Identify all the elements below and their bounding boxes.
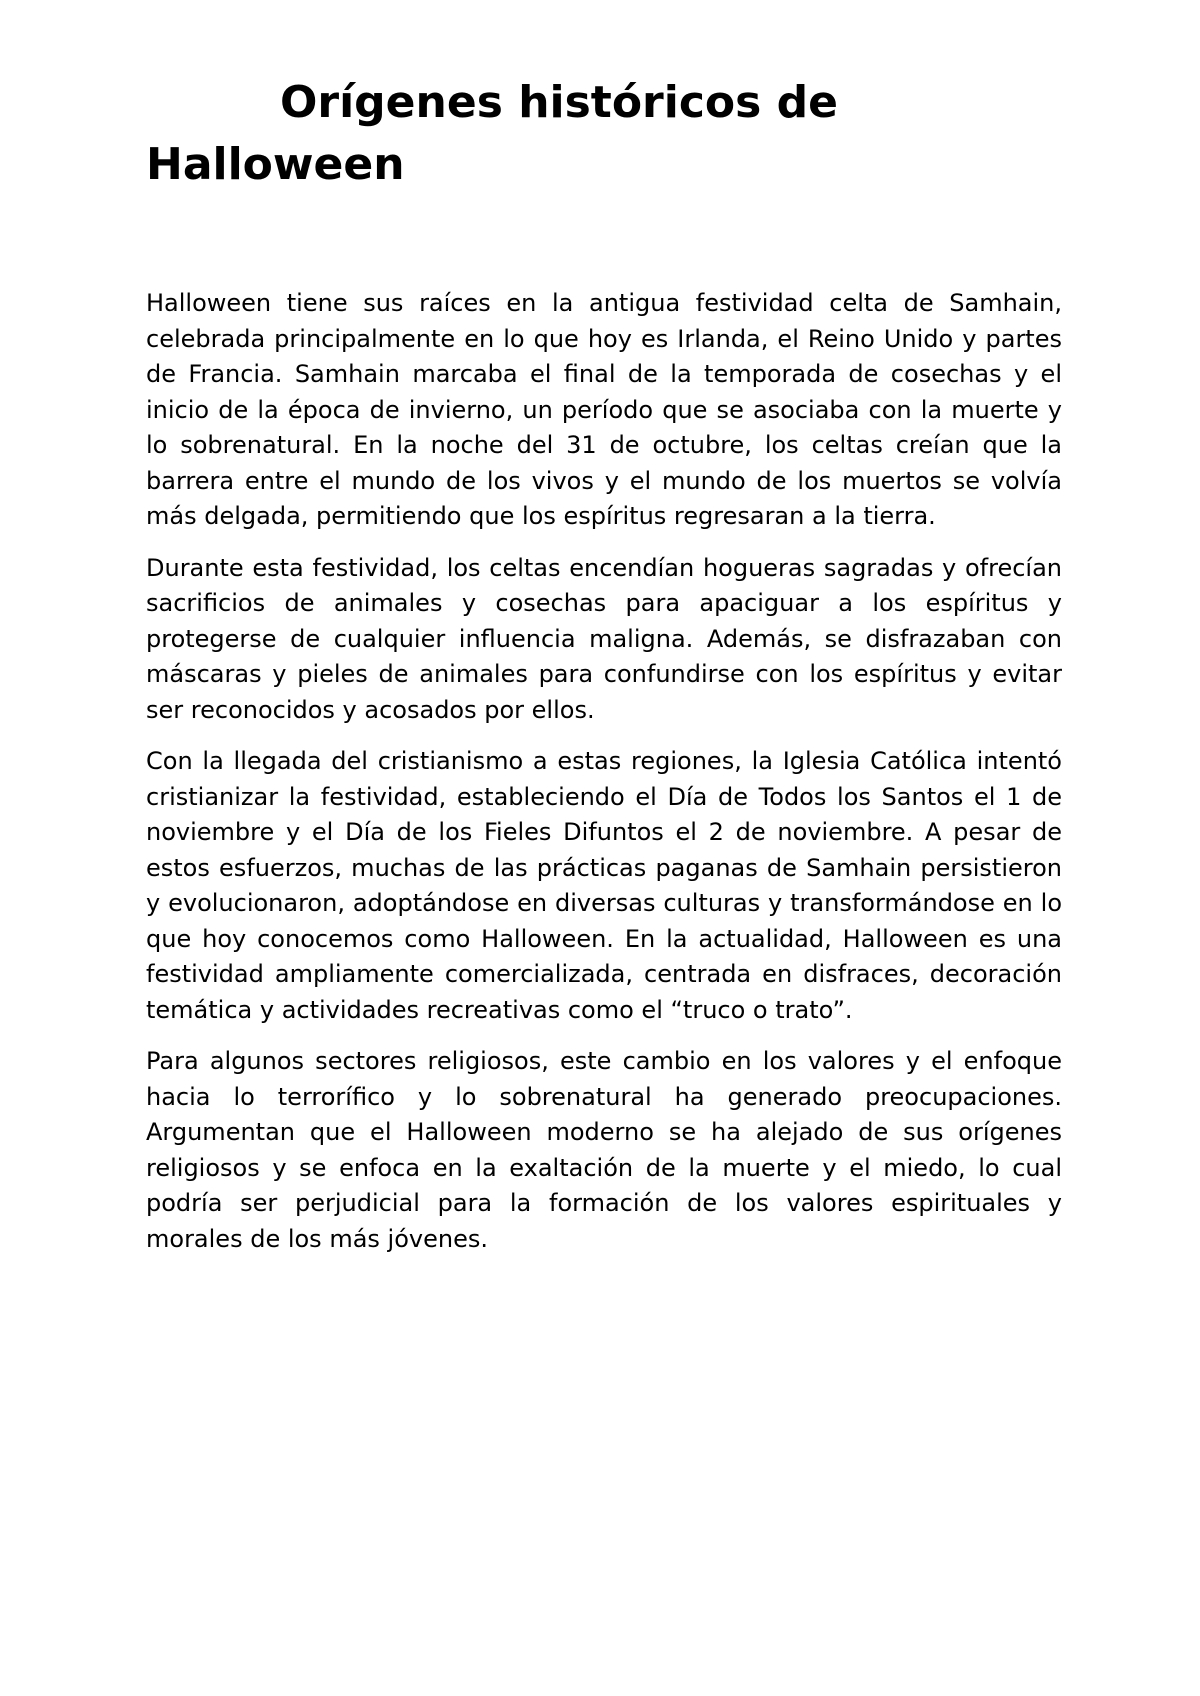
paragraph-3: Con la llegada del cristianismo a estas regiones, la Iglesia Católica intentó cristianizar la festividad, estableciendo el Día de Todos los Santos el 1 de noviembre y el Día de los Fieles Difuntos el 2 de noviembre. A pesar de estos esfuerzos, muchas de las prácticas paganas de Samhain persistieron y evolucionaron, adoptándose en diversas culturas y transformándose en lo que hoy conocemos como Halloween. En la actualidad, Halloween es una festividad ampliamente comercializada, centrada en disfraces, decoración temática y actividades recreativas como el “truco o trato”. — [146, 747, 1062, 1024]
paragraph-4: Para algunos sectores religiosos, este cambio en los valores y el enfoque hacia lo terrorífico y lo sobrenatural ha generado preocupaciones. Argumentan que el Halloween moderno se ha alejado de sus orígenes religiosos y se enfoca en la exaltación de la muerte y el miedo, lo cual podría ser perjudicial para la formación de los valores espirituales y morales de los más jóvenes. — [146, 1047, 1062, 1253]
document-body — [146, 286, 1062, 1273]
paragraph-1: Halloween tiene sus raíces en la antigua festividad celta de Samhain, celebrada principalmente en lo que hoy es Irlanda, el Reino Unido y partes de Francia. Samhain marcaba el final de la temporada de cosechas y el inicio de la época de invierno, un período que se asociaba con la muerte y lo sobrenatural. En la noche del 31 de octubre, los celtas creían que la barrera entre el mundo de los vivos y el mundo de los muertos se volvía más delgada, permitiendo que los espíritus regresaran a la tierra. — [146, 289, 1062, 530]
document-title: Orígenes históricos de Halloween — [146, 77, 838, 190]
paragraph-2: Durante esta festividad, los celtas encendían hogueras sagradas y ofrecían sacrificios de animales y cosechas para apaciguar a los espíritus y protegerse de cualquier influencia maligna. Además, se disfrazaban con máscaras y pieles de animales para confundirse con los espíritus y evitar ser reconocidos y acosados por ellos. — [146, 553, 1062, 724]
